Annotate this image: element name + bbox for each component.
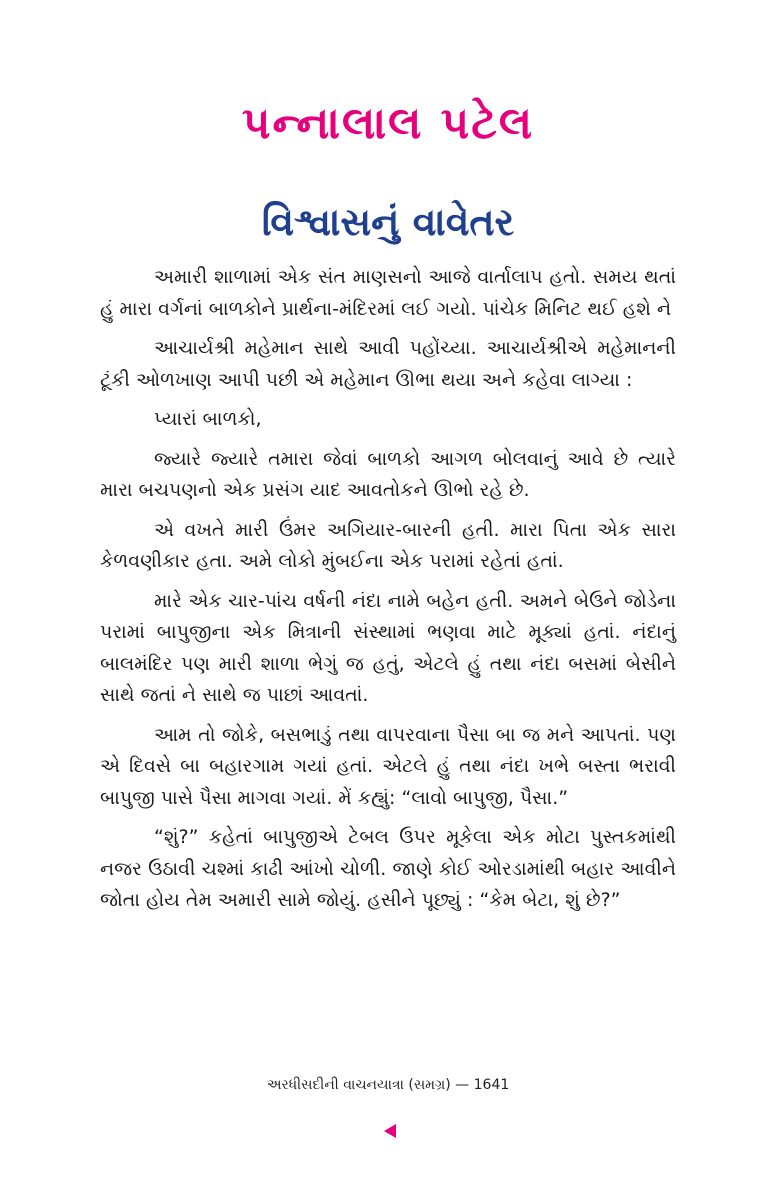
- paragraph: અમારી શાળામાં એક સંત માણસનો આજે વાર્તાલાપ હતો. સમય થતાં હું મારા વર્ગનાં બાળકોને પ્રાર્થના-મંદિરમાં લઈ ગયો. પાંચેક મિનિટ થઈ હશે ને: [100, 266, 676, 320]
- paragraph: પ્યારાં બાળકો,: [154, 408, 262, 430]
- story-title: વિશ્વાસનું વાવેતર: [261, 200, 515, 244]
- paragraph: એ વખતે મારી ઉંમર અગિયાર-બારની હતી. મારા પિતા એક સારા કેળવણીકાર હતા. અમે લોકો મુંબઈના એક પરામાં રહેતાં હતાં.: [100, 518, 676, 572]
- previous-page-icon[interactable]: [384, 1124, 396, 1138]
- paragraph: “શું?” કહેતાં બાપુજીએ ટેબલ ઉપર મૂકેલા એક મોટા પુસ્તકમાંથી નજર ઉઠાવી ચશ્માં કાઢી આંખો ચોળી. જાણે કોઈ ઓરડામાંથી બહાર આવીને જોતા હોય તેમ અમારી સામે જોયું. હસીને પૂછ્યું : “કેમ બેટા, શું છે?”: [100, 826, 676, 911]
- page-footer: અરધીસદીની વાચનયાત્રા (સમગ્ર) — 1641: [266, 1077, 510, 1093]
- author-name: પન્નાલાલ પટેલ: [241, 98, 535, 149]
- paragraph: જ્યારે જ્યારે તમારા જેવાં બાળકો આગળ બોલવાનું આવે છે ત્યારે મારા બચપણનો એક પ્રસંગ યાદ આવતોકને ઊભો રહે છે.: [100, 447, 676, 501]
- story-body: [100, 262, 676, 925]
- paragraph: આમ તો જોકે, બસભાડું તથા વાપરવાના પૈસા બા જ મને આપતાં. પણ એ દિવસે બા બહારગામ ગયાં હતાં. એટલે હું તથા નંદા ખભે બસ્તા ભરાવી બાપુજી પાસે પૈસા માગવા ગયાં. મેં કહ્યું: “લાવો બાપુજી, પૈસા.”: [100, 723, 676, 809]
- paragraph: આચાર્યશ્રી મહેમાન સાથે આવી પહોંચ્યા. આચાર્યશ્રીએ મહેમાનની ટૂંકી ઓળખાણ આપી પછી એ મહેમાન ઊભા થયા અને કહેવા લાગ્યા :: [100, 337, 676, 391]
- paragraph: મારે એક ચાર-પાંચ વર્ષની નંદા નામે બહેન હતી. અમને બેઉને જોડેના પરામાં બાપુજીના એક મિત્રાની સંસ્થામાં ભણવા માટે મૂક્યાં હતાં. નંદાનું બાલમંદિર પણ મારી શાળા ભેગું જ હતું, એટલે હું તથા નંદા બસમાં બેસીને સાથે જતાં ને સાથે જ પાછાં આવતાં.: [100, 589, 676, 706]
